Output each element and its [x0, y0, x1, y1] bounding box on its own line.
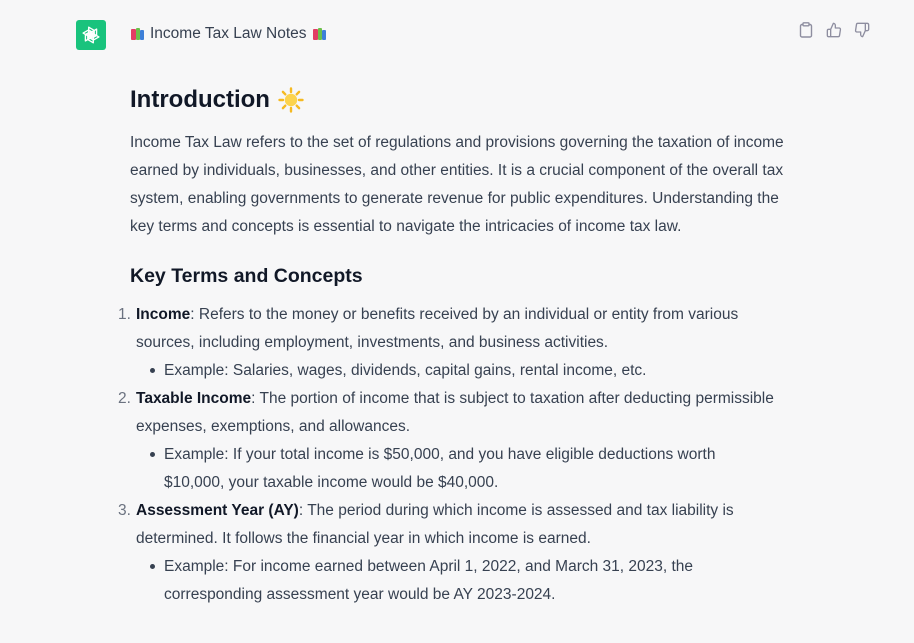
message-content: [118, 22, 790, 609]
books-icon: [130, 27, 145, 41]
example-list: [136, 357, 790, 385]
copy-button[interactable]: [798, 22, 814, 38]
example-text: Example: If your total income is $50,000, and you have eligible deductions worth $10,000, your taxable income would be $40,000.: [164, 446, 716, 491]
list-number: 1.: [118, 306, 131, 323]
key-terms-list: [118, 301, 790, 609]
example-item: [164, 553, 764, 609]
term-name: Assessment Year (AY): [136, 502, 299, 519]
bullet-icon: [150, 452, 155, 457]
example-item: [164, 357, 764, 385]
openai-logo-icon: [80, 24, 102, 46]
message-actions: [798, 22, 870, 38]
example-item: [164, 441, 764, 497]
term-definition: : The period during which income is assessed and tax liability is determined. It follows the financial year in which income is earned.: [136, 502, 734, 547]
thumbs-up-icon: [826, 22, 842, 38]
introduction-heading-text: Introduction: [130, 86, 270, 113]
term-name: Taxable Income: [136, 390, 252, 407]
example-text: Example: For income earned between April 1, 2022, and March 31, 2023, the corresponding assessment year would be AY 2023-2024.: [164, 558, 694, 603]
bullet-icon: [150, 368, 155, 373]
notes-title-text: Income Tax Law Notes: [150, 25, 307, 42]
list-item: [118, 301, 790, 385]
thumbs-down-icon: [854, 22, 870, 38]
bullet-icon: [150, 564, 155, 569]
chatgpt-avatar: [76, 20, 106, 50]
example-list: [136, 553, 790, 609]
example-text: Example: Salaries, wages, dividends, capital gains, rental income, etc.: [164, 362, 647, 379]
list-number: 2.: [118, 390, 131, 407]
books-icon: [312, 27, 327, 41]
list-number: 3.: [118, 502, 131, 519]
notes-title: [130, 22, 790, 46]
copy-icon: [799, 22, 813, 38]
list-item: [118, 385, 790, 497]
introduction-heading: [130, 84, 790, 116]
list-item: [118, 497, 790, 609]
example-list: [136, 441, 790, 497]
term-definition: : The portion of income that is subject to taxation after deducting permissible expenses, exemptions, and allowances.: [136, 390, 774, 435]
key-terms-heading: Key Terms and Concepts: [130, 265, 363, 287]
thumbs-up-button[interactable]: [826, 22, 842, 38]
term-name: Income: [136, 306, 191, 323]
thumbs-down-button[interactable]: [854, 22, 870, 38]
term-definition: : Refers to the money or benefits received by an individual or entity from various sources, including employment, investments, and business activities.: [136, 306, 739, 351]
introduction-paragraph: Income Tax Law refers to the set of regulations and provisions governing the taxation of income earned by individuals, businesses, and other entities. It is a crucial component of the overall tax system, enabling governments to generate revenue for public expenditures. Understanding the key terms and concepts is essential to navigate the intricacies of income tax law.: [130, 134, 784, 235]
sun-icon: [278, 87, 304, 113]
